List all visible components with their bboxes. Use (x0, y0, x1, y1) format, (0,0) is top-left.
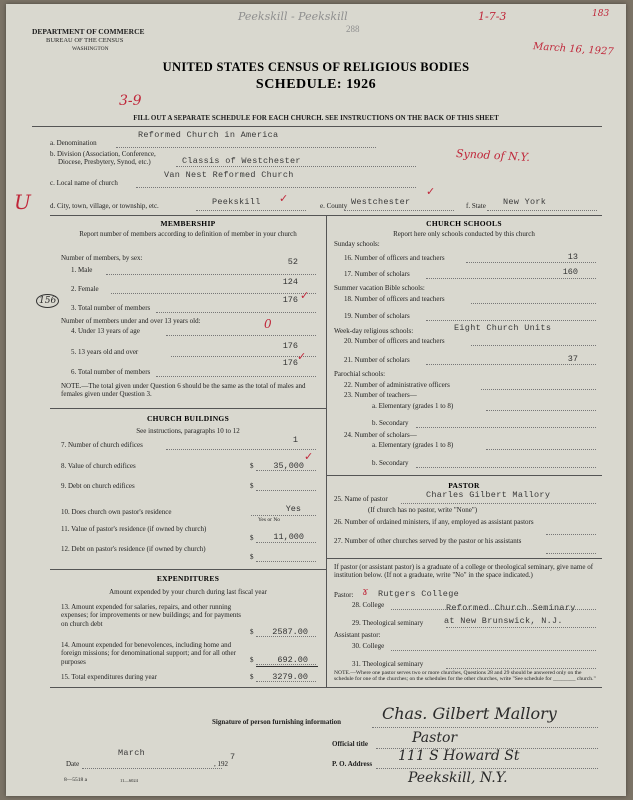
denomination-line (116, 147, 376, 148)
q2-line (111, 293, 316, 294)
q2-label: 2. Female (71, 285, 99, 293)
red-code: 3-9 (119, 93, 142, 109)
bureau-name: BUREAU OF THE CENSUS (46, 37, 124, 44)
q1-male-value: 52 (287, 257, 298, 267)
q13-dollar: $ (250, 628, 254, 636)
q25-pastor-name: Charles Gilbert Mallory (426, 490, 551, 500)
membership-note: NOTE.—The total given under Question 6 should be the same as the total of males and females given under Question 3. (61, 382, 306, 399)
schedule-title: SCHEDULE: 1926 (255, 77, 377, 92)
q14-sum-rule (256, 666, 318, 667)
q23b-line (416, 427, 596, 428)
q23a-label: a. Elementary (grades 1 to 8) (372, 402, 454, 410)
parochial-schools-label: Parochial schools: (334, 370, 386, 378)
q1-line (106, 274, 316, 275)
q2-female-value: 124 (282, 277, 298, 287)
division-label-1: b. Division (Association, Conference, (50, 150, 156, 158)
q12-label: 12. Debt on pastor's residence (if owned by church) (61, 545, 206, 553)
department-name: DEPARTMENT OF COMMERCE (32, 27, 145, 36)
division-label-2: Diocese, Presbytery, Synod, etc.) (58, 158, 151, 166)
schools-heading: CHURCH SCHOOLS (426, 219, 502, 228)
assistant-pastor-subheading: Assistant pastor: (334, 631, 381, 639)
q18-line (471, 303, 596, 304)
q6-label: 6. Total number of members (71, 368, 151, 376)
state-value: New York (503, 197, 547, 207)
q16-line (466, 262, 596, 263)
date-month-value: March (118, 748, 146, 758)
pastor-note: NOTE.—Where one pastor serves two or more churches, Questions 28 and 29 should be answered only on the schedule for one of the churches; on the schedules for the other churches, write "See schedule for ________ church." (334, 670, 596, 683)
q16-value: 13 (567, 252, 578, 262)
q21-line (426, 364, 596, 365)
membership-intro: Report number of members according to definition of member in your church (79, 230, 297, 238)
county-value: Westchester (351, 197, 411, 207)
official-title-value: Pastor (412, 730, 458, 746)
date-label: Date (66, 760, 80, 768)
q3-total-value: 176 (282, 295, 298, 305)
q17-value: 160 (562, 267, 578, 277)
pencil-place-note: Peekskill - Peekskill (238, 10, 348, 23)
buildings-intro: See instructions, paragraphs 10 to 12 (136, 427, 240, 435)
received-date-stamp: March 16, 1927 (532, 41, 615, 58)
denomination-value: Reformed Church in America (138, 130, 279, 140)
city-checkmark-icon: ✓ (279, 193, 289, 205)
census-schedule-sheet (6, 4, 626, 796)
q14-dollar: $ (250, 656, 254, 664)
q11-label: 11. Value of pastor's residence (if owned by church) (61, 525, 207, 533)
expenditures-intro: Amount expended by your church during last fiscal year (109, 588, 267, 596)
q8-checkmark-icon: ✓ (304, 451, 314, 463)
q11-value: 11,000 (273, 532, 304, 542)
q8-dollar: $ (250, 462, 254, 470)
q12-dollar: $ (250, 553, 254, 561)
q31-label: 31. Theological seminary (352, 660, 424, 668)
q15-label: 15. Total expenditures during year (61, 673, 157, 681)
q20-label: 20. Number of officers and teachers (344, 337, 445, 345)
division-line (176, 166, 416, 167)
q9-line (256, 490, 316, 491)
q27-line (546, 553, 596, 554)
local-name-line (136, 187, 416, 188)
column-divider (326, 215, 327, 687)
red-u-mark: U (14, 190, 31, 214)
date-year-prefix: , 192 (214, 760, 228, 768)
yes-or-no-hint: Yes or No (258, 517, 281, 523)
college-instruction: If pastor (or assistant pastor) is a graduate of a college or theological seminary, give name of institution below. (If not a graduate, write "No" in the space indicated.) (334, 563, 594, 580)
q11-line (256, 542, 316, 543)
q24b-line (416, 467, 596, 468)
q17-label: 17. Number of scholars (344, 270, 410, 278)
county-line (344, 210, 454, 211)
po-address-label: P. O. Address (332, 760, 373, 768)
q5-label: 5. 13 years old and over (71, 348, 139, 356)
q31-line (446, 668, 596, 669)
q29-seminary-value-2: at New Brunswick, N.J. (444, 616, 563, 626)
q9-label: 9. Debt on church edifices (61, 482, 135, 490)
synod-annotation: Synod of N.Y. (455, 147, 531, 164)
q21-value: 37 (567, 354, 578, 364)
date-year-digit: 7 (230, 752, 236, 762)
q16-label: 16. Number of officers and teachers (344, 254, 445, 262)
q29-seminary-value-1: Reformed Church Seminary (446, 603, 576, 613)
q13-label: 13. Amount expended for salaries, repairs, and other running expenses; for improvements or new buildings; and for payments on church debt (61, 603, 242, 628)
q28-college-value: Rutgers College (378, 589, 460, 599)
membership-heading: MEMBERSHIP (160, 219, 216, 228)
circled-member-count: 156 (36, 294, 59, 308)
q14-label: 14. Amount expended for benevolences, including home and foreign missions; for denominational support; and for all other purposes (61, 641, 236, 666)
q4-line (166, 335, 316, 336)
signature-line (372, 727, 598, 728)
q24a-label: a. Elementary (grades 1 to 8) (372, 441, 454, 449)
division-value: Classis of Westchester (182, 156, 301, 166)
q8-value: 35,000 (273, 461, 304, 471)
sunday-schools-label: Sunday schools: (334, 240, 380, 248)
buildings-divider (50, 569, 326, 570)
pastor-heading: PASTOR (448, 481, 480, 490)
q28-label: 28. College (352, 601, 385, 609)
q17-line (426, 278, 596, 279)
q7-line (166, 449, 316, 450)
form-title: UNITED STATES CENSUS OF RELIGIOUS BODIES (162, 60, 470, 74)
pastor-divider (326, 558, 602, 559)
po-address-value-1: 111 S Howard St (398, 748, 520, 764)
members-by-sex-label: Number of members, by sex: (61, 254, 143, 262)
q6-line (156, 376, 316, 377)
county-label: e. County (320, 202, 348, 210)
q23b-label: b. Secondary (372, 419, 409, 427)
po-address-line (376, 768, 598, 769)
q11-dollar: $ (250, 534, 254, 542)
q9-dollar: $ (250, 482, 254, 490)
separate-schedule-instruction: FILL OUT A SEPARATE SCHEDULE FOR EACH CHURCH. SEE INSTRUCTIONS ON THE BACK OF THIS SHEET (133, 114, 499, 122)
q10-label: 10. Does church own pastor's residence (61, 508, 172, 516)
header-divider (32, 126, 602, 127)
q6-checkmark-icon: ✓ (297, 351, 307, 363)
local-name-value: Van Nest Reformed Church (164, 170, 294, 180)
q3-line (156, 312, 316, 313)
schools-divider (326, 475, 602, 476)
q5-over13-value: 176 (282, 341, 298, 351)
q26-label: 26. Number of ordained ministers, if any, employed as assistant pastors (334, 518, 534, 526)
pastor-red-mark: ɤ (362, 585, 369, 598)
signature-label: Signature of person furnishing information (212, 718, 341, 726)
q25-line (401, 503, 596, 504)
q14-value: 692.00 (277, 655, 308, 665)
q30-label: 30. College (352, 642, 385, 650)
local-name-label: c. Local name of church (50, 179, 118, 187)
q23-label: 23. Number of teachers— (344, 391, 417, 399)
city-label: d. City, town, village, or township, etc. (50, 202, 159, 210)
red-ref-note: 1-7-3 (478, 10, 507, 23)
state-label: f. State (466, 202, 486, 210)
q19-line (426, 320, 596, 321)
q24b-label: b. Secondary (372, 459, 409, 467)
q20-line (471, 345, 596, 346)
vacation-schools-label: Summer vacation Bible schools: (334, 284, 425, 292)
q7-label: 7. Number of church edifices (61, 441, 143, 449)
q30-line (391, 650, 596, 651)
footer-divider (50, 687, 602, 688)
q22-label: 22. Number of administrative officers (344, 381, 450, 389)
state-line (487, 210, 597, 211)
q8-label: 8. Value of church edifices (61, 462, 136, 470)
q21-label: 21. Number of scholars (344, 356, 410, 364)
q5-line (171, 356, 316, 357)
membership-divider (50, 408, 326, 409)
q3-label: 3. Total number of members (71, 304, 151, 312)
pastor-subheading: Pastor: (334, 591, 354, 599)
q18-label: 18. Number of officers and teachers (344, 295, 445, 303)
q15-dollar: $ (250, 673, 254, 681)
form-number: 8—5518 a (64, 777, 88, 783)
expenditures-heading: EXPENDITURES (156, 574, 220, 583)
q10-value: Yes (285, 504, 301, 514)
date-line (82, 768, 222, 769)
denomination-label: a. Denomination (50, 139, 97, 147)
red-corner-number: 183 (592, 9, 610, 19)
weekday-schools-label: Week-day religious schools: (334, 327, 414, 335)
q13-value: 2587.00 (272, 627, 308, 637)
q7-edifices-value: 1 (292, 435, 298, 445)
q15-value: 3279.00 (272, 672, 308, 682)
schools-intro: Report here only schools conducted by this church (393, 230, 535, 238)
signature-value: Chas. Gilbert Mallory (382, 704, 557, 723)
q25-label: 25. Name of pastor (334, 495, 388, 503)
q22-line (481, 389, 596, 390)
official-title-label: Official title (332, 740, 368, 748)
q3-checkmark-icon: ✓ (300, 290, 310, 302)
bureau-city: WASHINGTON (72, 46, 109, 52)
q25-note: (If church has no pastor, write "None") (368, 506, 478, 514)
q23a-line (486, 410, 596, 411)
county-checkmark-icon: ✓ (426, 186, 436, 198)
q6-total-value: 176 (282, 358, 298, 368)
po-address-value-2: Peekskill, N.Y. (408, 770, 508, 786)
q24a-line (486, 449, 596, 450)
q12-line (256, 561, 316, 562)
form-number-2: 11—6024 (120, 778, 138, 783)
pencil-number: 288 (346, 24, 360, 34)
q29-line (446, 627, 596, 628)
q24-label: 24. Number of scholars— (344, 431, 417, 439)
age-intro-label: Number of members under and over 13 years old: (61, 317, 201, 325)
q29-label: 29. Theological seminary (352, 619, 424, 627)
city-line (196, 210, 306, 211)
q19-label: 19. Number of scholars (344, 312, 410, 320)
q27-label: 27. Number of other churches served by the pastor or his assistants (334, 537, 522, 545)
q26-line (546, 534, 596, 535)
city-value: Peekskill (212, 197, 261, 207)
buildings-heading: CHURCH BUILDINGS (146, 414, 230, 423)
q1-label: 1. Male (71, 266, 93, 274)
q4-under13-value: 0 (264, 317, 272, 331)
q4-label: 4. Under 13 years of age (71, 327, 140, 335)
weekday-schools-value: Eight Church Units (454, 323, 552, 333)
